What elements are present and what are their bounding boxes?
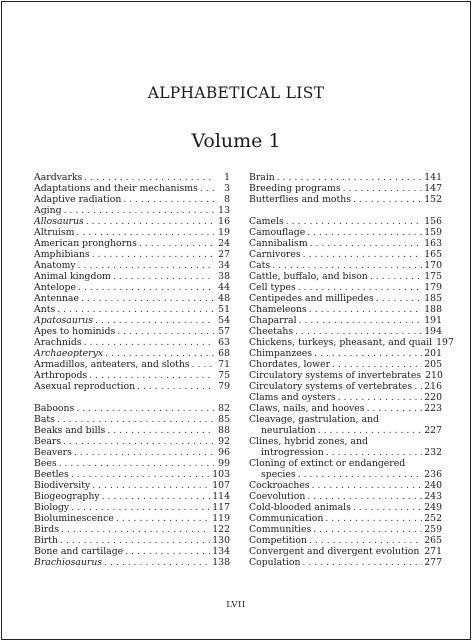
dot-leader [200,183,214,194]
index-entry [34,359,230,370]
entry-page: 16 [218,216,230,227]
entry-page: 191 [424,315,442,326]
entry-title: Antennae [34,293,79,304]
entry-title: Aging [34,205,62,216]
entry-title: Clines, hybrid zones, and [249,436,368,447]
dot-leader [272,260,422,271]
index-entry [34,172,230,183]
entry-page: 71 [218,359,230,370]
index-entry [34,535,230,546]
entry-title: Adaptations and their mechanisms [34,183,198,194]
index-entry [34,524,230,535]
entry-page: 27 [218,249,230,260]
index-entry [249,381,442,392]
dot-leader [123,194,214,205]
entry-page: 170 [424,260,442,271]
index-entry [249,172,442,183]
entry-page: 252 [424,513,442,524]
dot-leader [314,348,422,359]
index-entry [34,326,230,337]
entry-page: 138 [212,557,230,568]
group-spacer [34,392,230,403]
dot-leader [64,205,214,216]
index-entry [249,249,442,260]
entry-title: Baboons [34,403,75,414]
index-entry-continued [249,469,442,480]
entry-page: 63 [218,337,230,348]
entry-title: Chickens, turkeys, pheasant, and quail [249,337,433,348]
entry-page: 79 [218,381,230,392]
entry-title: Adaptive radiation [34,194,122,205]
index-entry [34,337,230,348]
index-entry [249,524,442,535]
entry-title: Beetles [34,469,69,480]
dot-leader [57,304,214,315]
entry-title: Cleavage, gastrulation, and [249,414,379,425]
entry-page: 3 [224,183,230,194]
dot-leader [57,414,214,425]
entry-page: 265 [424,535,442,546]
entry-title: Camouflage [249,227,306,238]
index-entry [249,370,442,381]
entry-page: 88 [218,425,230,436]
entry-title: Cheetahs [249,326,294,337]
dot-leader [318,425,423,436]
index-entry [249,557,442,568]
index-entry [34,216,230,227]
entry-page: 107 [212,480,230,491]
entry-title: Apes to hominids [34,326,116,337]
dot-leader [312,480,423,491]
entry-page: 57 [218,326,230,337]
entry-page: 271 [424,546,442,557]
entry-title: Birds [34,524,59,535]
index-entry [249,227,442,238]
entry-page: 259 [424,524,442,535]
index-entry [34,502,230,513]
entry-page: 141 [424,172,442,183]
entry-title-continued: neurulation [261,425,316,436]
index-entry [34,304,230,315]
index-entry [34,513,230,524]
entry-page: 48 [218,293,230,304]
entry-title: Centipedes and millipedes [249,293,374,304]
dot-leader [116,513,210,524]
entry-page: 54 [218,315,230,326]
dot-leader [307,491,422,502]
entry-page: 8 [224,194,230,205]
dot-leader [76,403,214,414]
entry-page: 188 [424,304,442,315]
entry-title: Animal kingdom [34,271,111,282]
dot-leader [307,227,422,238]
dot-leader [367,403,423,414]
index-entry [34,557,230,568]
dot-leader [298,282,423,293]
index-entry [249,293,442,304]
dot-leader [332,359,422,370]
entry-title: Coevolution [249,491,306,502]
dot-leader [81,293,214,304]
entry-title: Chimpanzees [249,348,313,359]
dot-leader [102,491,211,502]
entry-title: Beaks and bills [34,425,106,436]
entry-title: Camels [249,216,284,227]
index-entry-continued [249,425,442,436]
entry-title: Chordates, lower [249,359,331,370]
index-entry [249,348,442,359]
index-entry [34,293,230,304]
dot-leader [310,238,423,249]
entry-page: 68 [218,348,230,359]
entry-page: 130 [212,535,230,546]
entry-page: 38 [218,271,230,282]
dot-leader [353,502,422,513]
entry-page: 92 [218,436,230,447]
index-entry [249,403,442,414]
dot-leader [74,447,214,458]
dot-leader [89,370,214,381]
entry-title-continued: species [261,469,296,480]
entry-page: 185 [424,293,442,304]
entry-page: 227 [424,425,442,436]
entry-title: Armadillos, anteaters, and sloths [34,359,190,370]
dot-leader [302,557,422,568]
entry-page: 99 [218,458,230,469]
dot-leader [92,480,210,491]
entry-title: Altruism [34,227,75,238]
entry-page: 197 [436,337,454,348]
entry-page: 165 [424,249,442,260]
dot-leader [86,216,214,227]
dot-leader [326,447,423,458]
entry-title: Arthropods [34,370,88,381]
entry-page: 223 [424,403,442,414]
entry-title: Ants [34,304,56,315]
entry-page: 147 [424,183,442,194]
entry-title: Copulation [249,557,301,568]
dot-leader [343,183,423,194]
index-entry [34,249,230,260]
entry-title: Cold-blooded animals [249,502,351,513]
entry-title-continued: introgression [261,447,324,458]
entry-title: American pronghorns [34,238,137,249]
index-entry [34,260,230,271]
dot-leader [309,535,422,546]
index-entry [249,480,442,491]
index-entry [34,381,230,392]
entry-title: Competition [249,535,307,546]
dot-leader [370,271,422,282]
entry-page: 236 [424,469,442,480]
entry-page: 117 [212,502,230,513]
dot-leader [104,557,210,568]
entry-page: 1 [224,172,230,183]
entry-page: 163 [424,238,442,249]
index-entry [34,315,230,326]
page-title: ALPHABETICAL LIST [147,84,325,102]
dot-leader [338,392,423,403]
index-entry [34,370,230,381]
entry-page: 159 [424,227,442,238]
entry-page: 85 [218,414,230,425]
dot-leader [277,172,422,183]
index-entry [34,271,230,282]
entry-title: Brain [249,172,275,183]
dot-leader [295,326,422,337]
entry-page: 13 [218,205,230,216]
entry-title: Convergent and divergent evolution [249,546,420,557]
entry-page: 232 [424,447,442,458]
index-entry [249,392,442,403]
dot-leader [313,524,422,535]
dot-leader [60,535,210,546]
index-entry [249,194,442,205]
dot-leader [125,546,210,557]
entry-page: 240 [424,480,442,491]
index-entry [34,425,230,436]
index-entry [34,194,230,205]
entry-page: 179 [424,282,442,293]
entry-title: Aardvarks [34,172,83,183]
entry-title: Biodiversity [34,480,91,491]
entry-title: Biology [34,502,70,513]
dot-leader [63,436,214,447]
entry-page: 216 [424,381,442,392]
dot-leader [421,546,422,557]
entry-title: Cats [249,260,271,271]
dot-leader [95,315,214,326]
dot-leader [76,227,214,238]
index-entry [34,403,230,414]
index-entry [249,326,442,337]
dot-leader [78,260,214,271]
entry-page: 96 [218,447,230,458]
dot-leader [325,513,422,524]
entry-title: Circulatory systems of vertebrates [249,381,413,392]
dot-leader [286,216,423,227]
entry-title: Breeding programs [249,183,341,194]
index-entry [34,227,230,238]
entry-title: Arachnids [34,337,82,348]
index-entry-continued [249,447,442,458]
entry-page: 277 [424,557,442,568]
dot-leader [353,194,422,205]
index-entry [249,216,442,227]
dot-leader [299,315,423,326]
dot-leader [105,348,214,359]
entry-title: Cattle, buffalo, and bison [249,271,368,282]
dot-leader [137,381,214,392]
entry-title: Beavers [34,447,72,458]
dot-leader [376,293,422,304]
dot-leader [59,458,214,469]
dot-leader [303,249,423,260]
entry-page: 114 [212,491,230,502]
entry-title: Bone and cartilage [34,546,124,557]
entry-title: Biogeography [34,491,100,502]
dot-leader [414,381,422,392]
entry-page: 24 [218,238,230,249]
dot-leader [107,425,214,436]
entry-title: Allosaurus [34,216,84,227]
entry-title: Cannibalism [249,238,308,249]
entry-title: Bears [34,436,62,447]
index-entry [34,238,230,249]
index-entry [34,546,230,557]
entry-page: 249 [424,502,442,513]
entry-title: Bees [34,458,57,469]
entry-page: 220 [424,392,442,403]
entry-title: Asexual reproduction [34,381,136,392]
dot-leader [117,326,214,337]
dot-leader [61,524,210,535]
entry-page: 119 [212,513,230,524]
entry-title: Bioluminescence [34,513,114,524]
index-entry [249,337,454,348]
entry-title: Brachiosaurus [34,557,103,568]
dot-leader [84,337,214,348]
entry-page: 243 [424,491,442,502]
entry-page: 103 [212,469,230,480]
entry-title: Apatosaurus [34,315,94,326]
index-entry [249,502,442,513]
entry-title: Cockroaches [249,480,310,491]
index-entry [249,183,442,194]
volume-heading: Volume 1 [191,130,281,152]
entry-page: 175 [424,271,442,282]
index-entry [34,348,230,359]
index-entry [34,480,230,491]
entry-title: Claws, nails, and hooves [249,403,365,414]
left-column [34,172,230,568]
dot-leader [192,359,214,370]
entry-title: Carnivores [249,249,301,260]
entry-title: Antelope [34,282,76,293]
entry-page: 134 [212,546,230,557]
index-entry [34,414,230,425]
book-page [1,1,471,640]
index-entry [249,436,442,447]
entry-title: Birth [34,535,58,546]
entry-page: 44 [218,282,230,293]
entry-page: 122 [212,524,230,535]
page-number: LVII [226,600,246,610]
index-entry [249,513,442,524]
entry-title: Archaeopteryx [34,348,104,359]
dot-leader [139,238,214,249]
dot-leader [71,469,210,480]
index-entry [249,260,442,271]
entry-page: 205 [424,359,442,370]
entry-page: 19 [218,227,230,238]
index-entry [34,183,230,194]
dot-leader [309,304,422,315]
entry-title: Communities [249,524,312,535]
entry-page: 75 [218,370,230,381]
index-entry [249,359,442,370]
dot-leader [78,282,214,293]
entry-title: Chaparral [249,315,297,326]
entry-page: 194 [424,326,442,337]
entry-title: Bats [34,414,55,425]
index-entry [34,469,230,480]
index-entry [34,447,230,458]
entry-title: Butterflies and moths [249,194,351,205]
entry-page: 51 [218,304,230,315]
index-entry [249,535,442,546]
index-entry [34,205,230,216]
entry-title: Cell types [249,282,296,293]
entry-page: 152 [424,194,442,205]
dot-leader [113,271,214,282]
dot-leader [92,249,214,260]
index-entry [249,271,442,282]
group-spacer [249,205,442,216]
dot-leader [71,502,210,513]
index-entry [249,546,442,557]
index-entry [34,458,230,469]
dot-leader [298,469,423,480]
index-entry [249,315,442,326]
entry-title: Anatomy [34,260,76,271]
entry-page: 201 [424,348,442,359]
entry-title: Amphibians [34,249,90,260]
index-entry [249,458,442,469]
index-entry [34,491,230,502]
index-entry [34,282,230,293]
index-entry [34,436,230,447]
entry-page: 156 [424,216,442,227]
index-entry [249,304,442,315]
index-entry [249,238,442,249]
index-entry [249,282,442,293]
index-entry [249,491,442,502]
entry-page: 34 [218,260,230,271]
entry-page: 82 [218,403,230,414]
entry-title: Chameleons [249,304,307,315]
dot-leader [84,172,214,183]
entry-title: Cloning of extinct or endangered [249,458,406,469]
right-column [249,172,454,568]
entry-title: Clams and oysters [249,392,336,403]
entry-title: Circulatory systems of invertebrates [249,370,422,381]
index-entry [249,414,442,425]
entry-page: 210 [425,370,443,381]
entry-title: Communication [249,513,324,524]
